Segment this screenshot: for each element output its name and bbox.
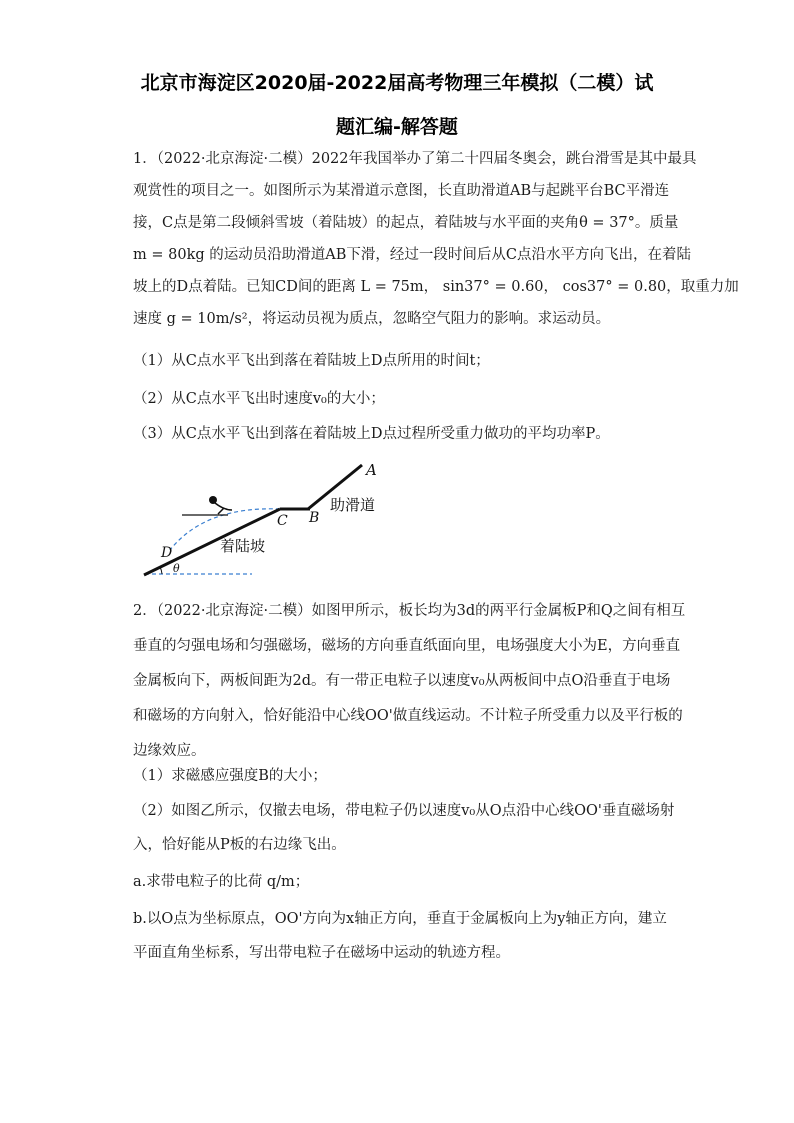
document-title-line-1: 北京市海淀区2020届-2022届高考物理三年模拟（二模）试 [140, 72, 654, 94]
label-b: B [309, 510, 320, 526]
q2-sub2-line: （2）如图乙所示，仅撤去电场，带电粒子仍以速度v₀从O点沿中心线OO'垂直磁场射 [133, 803, 675, 819]
q1-line: 接，C点是第二段倾斜雪坡（着陆坡）的起点，着陆坡与水平面的夹角θ = 37°。质量 [133, 215, 679, 231]
q2-line: 和磁场的方向射入，恰好能沿中心线OO'做直线运动。不计粒子所受重力以及平行板的 [133, 708, 683, 724]
q1-subquestion-3: （3）从C点水平飞出到落在着陆坡上D点过程所受重力做功的平均功率P。 [133, 426, 610, 442]
q1-line: 1．（2022·北京海淀·二模）2022年我国举办了第二十四届冬奥会，跳台滑雪是其中最具 [133, 151, 697, 167]
q1-line: m = 80kg 的运动员沿助滑道AB下滑，经过一段时间后从C点沿水平方向飞出，在着陆 [133, 247, 691, 263]
label-a: A [366, 461, 377, 479]
skier-body-icon [215, 503, 232, 514]
q1-line: 速度 g = 10m/s²，将运动员视为质点，忽略空气阻力的影响。求运动员。 [133, 311, 611, 327]
q2-line: 2．（2022·北京海淀·二模）如图甲所示，板长均为3d的两平行金属板P和Q之间有相互 [133, 603, 686, 619]
label-d: D [161, 545, 173, 561]
q2-line: 金属板向下，两板间距为2d。有一带正电粒子以速度v₀从两板间中点O沿垂直于电场 [133, 673, 671, 689]
label-runway: 助滑道 [330, 496, 376, 514]
question-1-text [133, 143, 739, 335]
q2-line: 边缘效应。 [133, 743, 206, 759]
q2-subquestion-a: a.求带电粒子的比荷 q/m； [133, 874, 310, 890]
label-landing-slope: 着陆坡 [220, 537, 266, 555]
ski-jump-diagram [140, 458, 400, 583]
q1-subquestion-2: （2）从C点水平飞出时速度v₀的大小； [133, 391, 385, 407]
document-title-line-2: 题汇编-解答题 [336, 116, 458, 138]
q2-sub2-line: 入，恰好能从P板的右边缘飞出。 [133, 837, 346, 853]
q1-line: 坡上的D点着陆。已知CD间的距离 L = 75m， sin37° = 0.60， cos37° = 0.80，取重力加 [133, 279, 739, 295]
q2-line: 垂直的匀强电场和匀强磁场，磁场的方向垂直纸面向里，电场强度大小为E，方向垂直 [133, 638, 681, 654]
q2-subquestion-b [133, 902, 673, 970]
question-2-text [133, 594, 686, 769]
q2-subquestion-2 [133, 794, 673, 862]
q1-subquestion-1: （1）从C点水平飞出到落在着陆坡上D点所用的时间t； [133, 353, 490, 369]
label-c: C [277, 513, 288, 529]
label-theta: θ [173, 562, 180, 575]
q2-subquestion-1: （1）求磁感应强度B的大小； [133, 768, 327, 784]
q2-subb-line: 平面直角坐标系，写出带电粒子在磁场中运动的轨迹方程。 [133, 945, 510, 961]
q2-subb-line: b.以O点为坐标原点，OO'方向为x轴正方向，垂直于金属板向上为y轴正方向，建立 [133, 911, 667, 927]
q1-line: 观赏性的项目之一。如图所示为某滑道示意图，长直助滑道AB与起跳平台BC平滑连 [133, 183, 670, 199]
